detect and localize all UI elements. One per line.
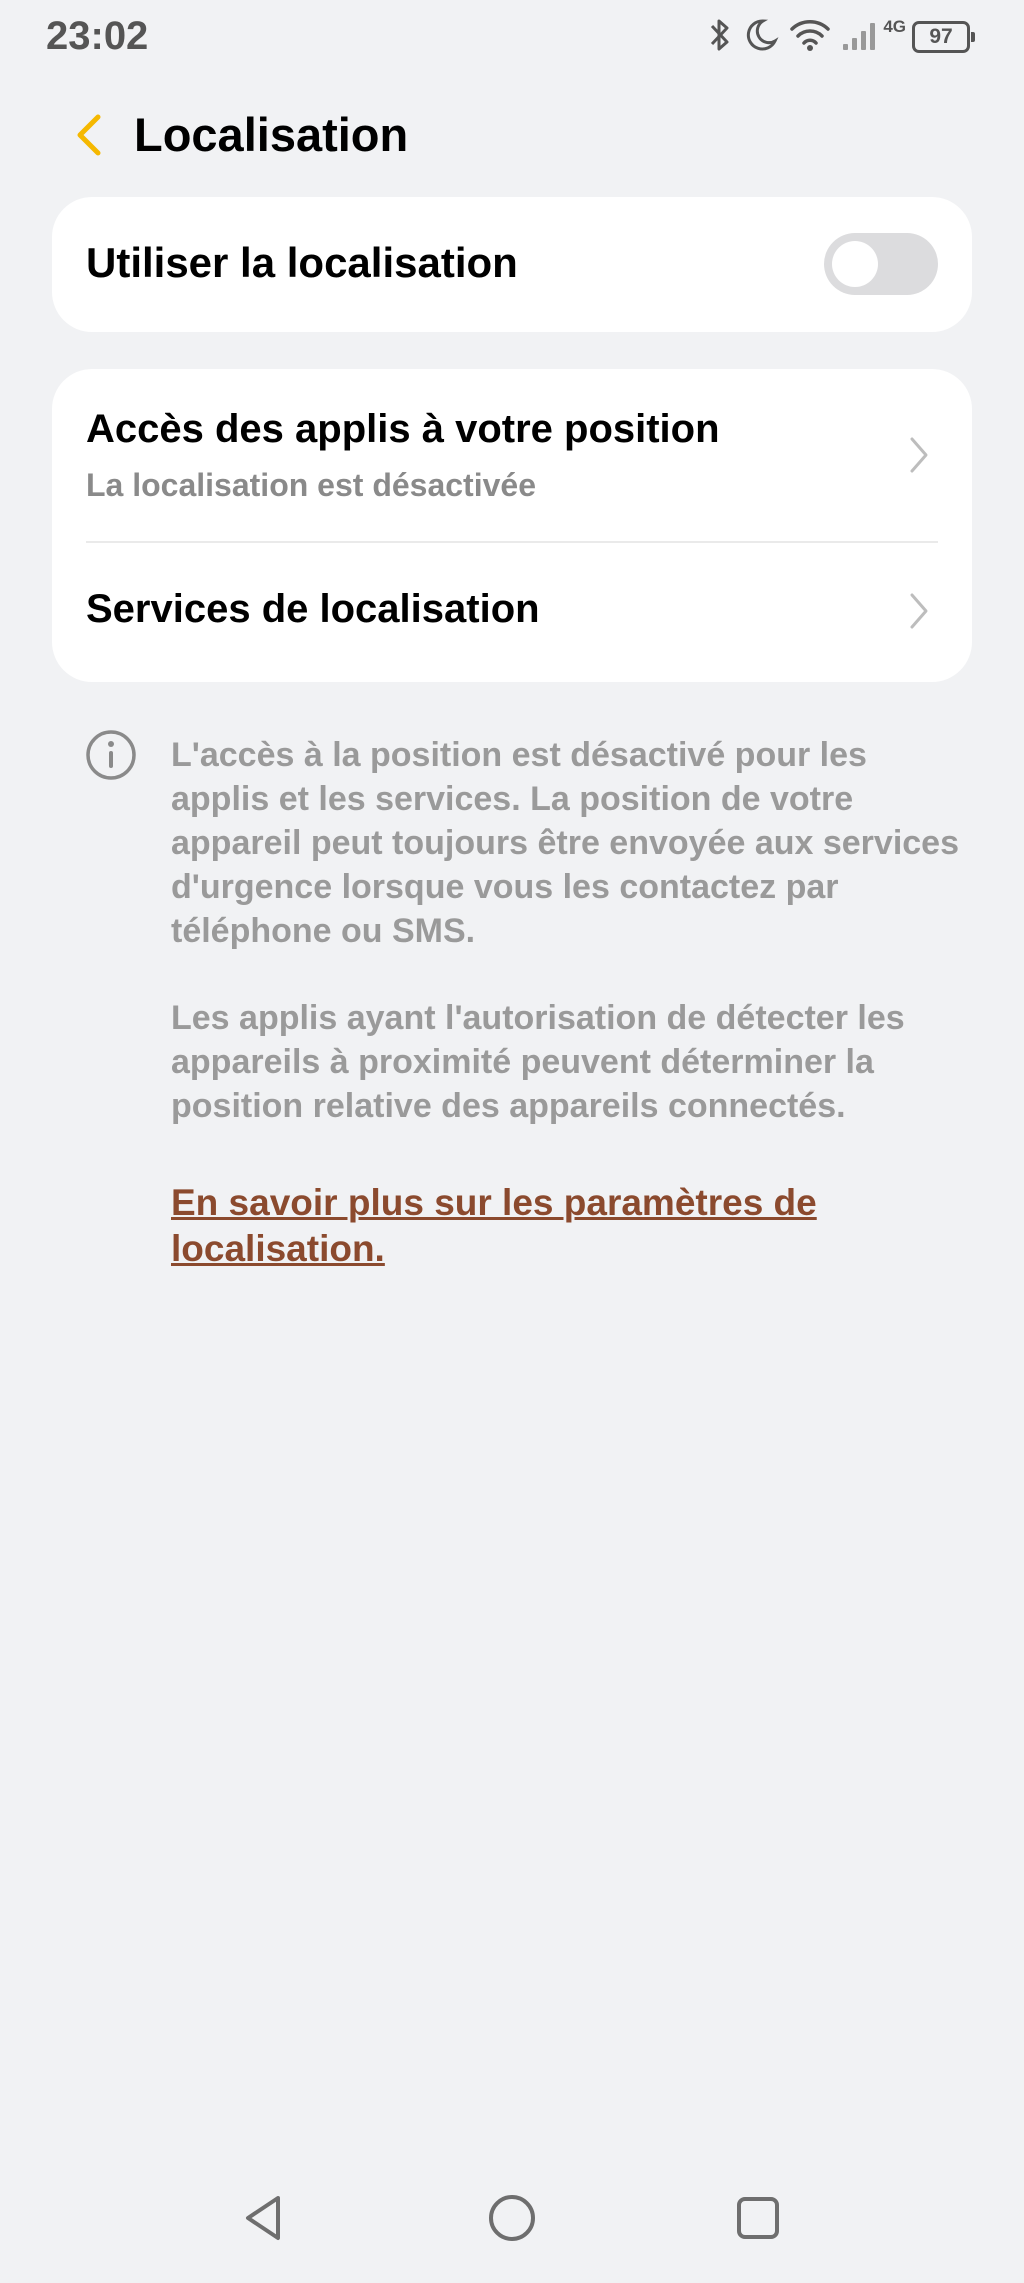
- status-bar: [0, 0, 1024, 75]
- wifi-icon: [789, 18, 831, 57]
- status-time: 23:02: [46, 14, 149, 58]
- bluetooth-icon: [707, 16, 733, 59]
- chevron-right-icon: [904, 587, 934, 635]
- info-icon: [84, 728, 138, 782]
- nav-recents-icon[interactable]: [730, 2190, 786, 2246]
- nav-home-icon[interactable]: [484, 2190, 540, 2246]
- menu-item-subtitle: La localisation est désactivée: [86, 467, 536, 503]
- moon-icon: [743, 17, 779, 58]
- menu-item-title: Accès des applis à votre position: [86, 407, 720, 451]
- location-toggle-card: [52, 197, 972, 332]
- menu-item-title: Services de localisation: [86, 587, 540, 631]
- location-toggle-label: Utiliser la localisation: [86, 239, 518, 286]
- info-paragraph: Les applis ayant l'autorisation de détecter les appareils à proximité peuvent déterminer la position relative des appareils connectés.: [171, 999, 905, 1125]
- nav-back-icon[interactable]: [236, 2190, 292, 2246]
- info-paragraph: L'accès à la position est désactivé pour les applis et les services. La position de votre appareil peut toujours être envoyée aux services d'urgence lorsque vous les contactez par téléphone ou SMS.: [171, 736, 959, 950]
- signal-icon: [841, 18, 881, 57]
- header: [0, 95, 1024, 175]
- location-menu-card: [52, 369, 972, 682]
- location-toggle-switch[interactable]: [824, 233, 938, 295]
- battery-icon: 97: [912, 21, 970, 53]
- switch-knob: [832, 241, 878, 287]
- back-button[interactable]: [64, 109, 116, 161]
- page-title: Localisation: [134, 108, 409, 161]
- network-type: 4G: [883, 17, 906, 36]
- learn-more-link[interactable]: En savoir plus sur les paramètres de localisation.: [171, 1182, 817, 1269]
- chevron-right-icon: [904, 431, 934, 479]
- chevron-left-icon: [64, 109, 116, 161]
- navigation-bar: [0, 2170, 1024, 2260]
- menu-item-location-services[interactable]: [52, 541, 972, 682]
- menu-item-app-access[interactable]: [52, 369, 972, 541]
- status-icons: [697, 14, 970, 60]
